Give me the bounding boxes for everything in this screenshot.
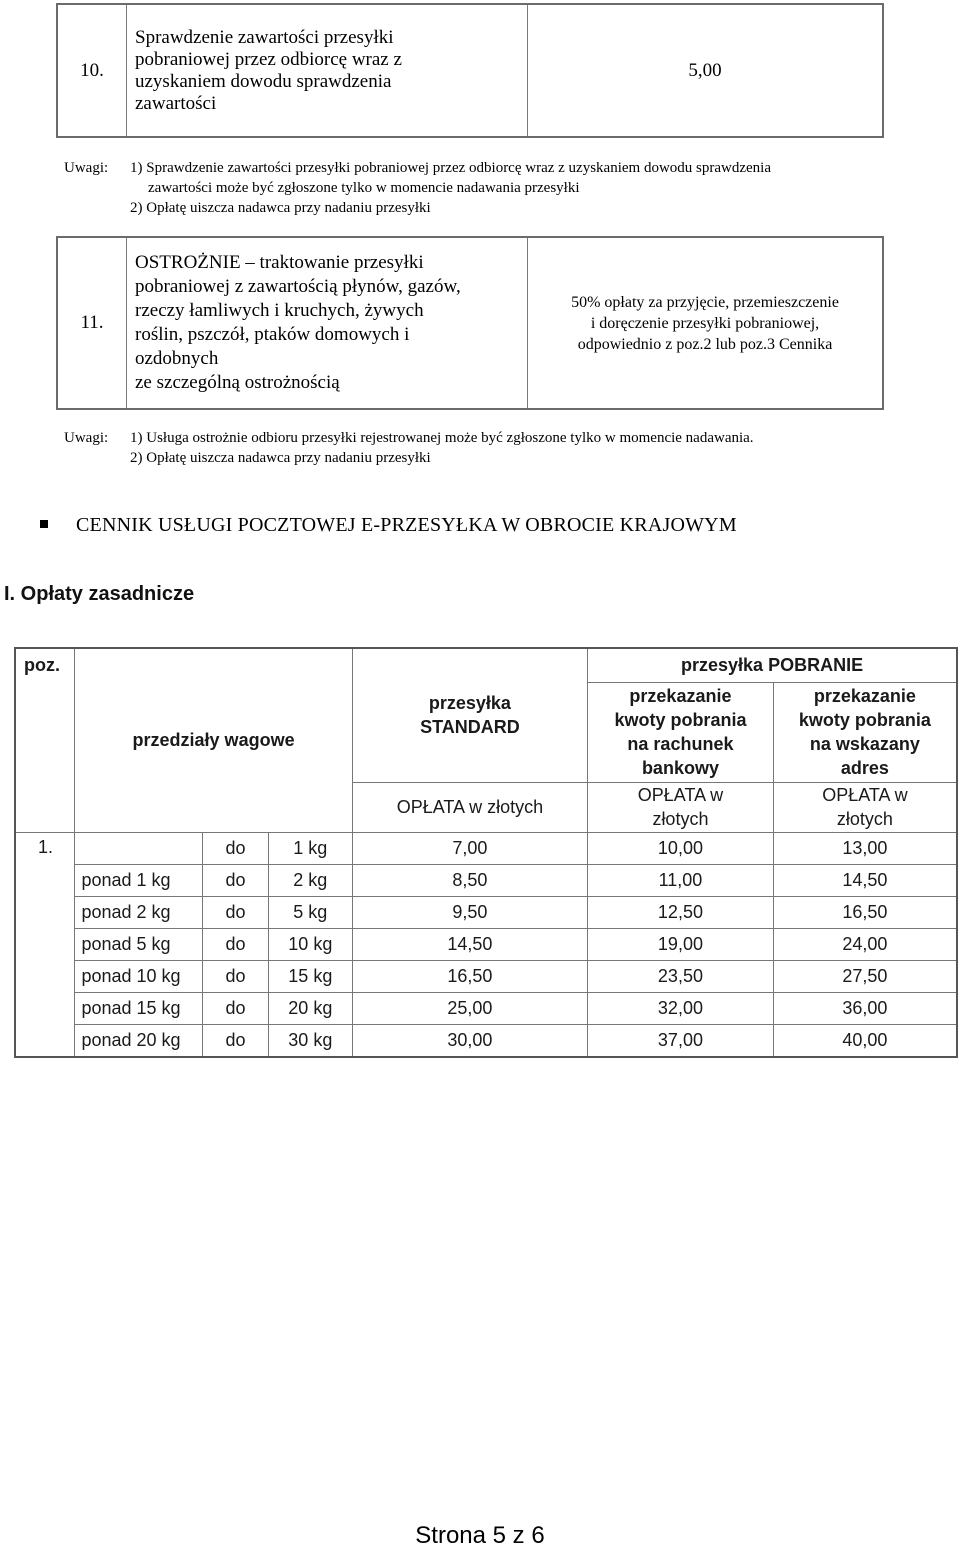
item-fee [528,237,884,409]
weight-header: przedziały wagowe [75,648,352,832]
bullet-icon [40,520,48,528]
fee-address: 40,00 [773,1024,957,1057]
weight-from: ponad 15 kg [75,992,203,1024]
table-row [15,896,957,928]
standard-header: przesyłka STANDARD [352,648,587,782]
weight-to: 10 kg [268,928,352,960]
fee-address: 14,50 [773,864,957,896]
notes-label: Uwagi: [64,160,109,176]
fee-standard: 16,50 [352,960,587,992]
note-line: 1) Usługa ostrożnie odbioru przesyłki rejestrowanej może być zgłoszone tylko w momencie nadawania. [130,430,754,446]
description-line: roślin, pszczół, ptaków domowych i [135,324,410,345]
table-row [15,864,957,896]
section-title: I. Opłaty zasadnicze [4,583,195,605]
pobranie-header: przesyłka POBRANIE [588,648,957,682]
fee-bank: 19,00 [588,928,774,960]
fee-bank-header: OPŁATA w złotych [588,782,774,832]
item-fee: 5,00 [528,4,884,137]
description-line: ze szczególną ostrożnością [135,372,340,393]
fee-bank: 32,00 [588,992,774,1024]
service-table-10 [56,3,884,138]
fee-standard: 25,00 [352,992,587,1024]
weight-to-word: do [203,928,269,960]
fee-bank: 10,00 [588,832,774,864]
fee-standard: 14,50 [352,928,587,960]
weight-to-word: do [203,896,269,928]
item-description [127,237,528,409]
weight-to: 15 kg [268,960,352,992]
poz-label: poz. [24,655,60,675]
fee-standard: 8,50 [352,864,587,896]
weight-from: ponad 20 kg [75,1024,203,1057]
item-number: 11. [57,237,127,409]
fee-address: 36,00 [773,992,957,1024]
weight-to: 2 kg [268,864,352,896]
weight-from: ponad 10 kg [75,960,203,992]
description-line: zawartości [135,92,217,114]
fee-bank: 12,50 [588,896,774,928]
note-line: 2) Opłatę uiszcza nadawca przy nadaniu przesyłki [130,200,431,216]
notes-label: Uwagi: [64,430,109,446]
fee-bank: 23,50 [588,960,774,992]
table-row [15,960,957,992]
description-line: pobraniowej przez odbiorcę wraz z [135,48,402,70]
fee-standard-header: OPŁATA w złotych [352,782,587,832]
fee-address: 16,50 [773,896,957,928]
weight-from: ponad 1 kg [75,864,203,896]
service-table-11 [56,236,884,410]
fee-standard: 7,00 [352,832,587,864]
fee-standard: 9,50 [352,896,587,928]
description-line: ozdobnych [135,348,219,369]
note-line: 1) Sprawdzenie zawartości przesyłki pobraniowej przez odbiorcę wraz z uzyskaniem dowodu sprawdzenia [130,160,771,176]
address-transfer-header: przekazanie kwoty pobrania na wskazany adres [773,682,957,782]
note-line: zawartości może być zgłoszone tylko w momencie nadawania przesyłki [148,180,580,196]
fee-address-header: OPŁATA w złotych [773,782,957,832]
weight-to: 5 kg [268,896,352,928]
page-number: Strona 5 z 6 [415,1522,545,1549]
price-list-heading: CENNIK USŁUGI POCZTOWEJ E-PRZESYŁKA W OBROCIE KRAJOWYM [76,514,737,536]
fee-bank: 11,00 [588,864,774,896]
fee-address: 24,00 [773,928,957,960]
item-number: 10. [57,4,127,137]
weight-to-word: do [203,1024,269,1057]
fee-line: odpowiednio z poz.2 lub poz.3 Cennika [577,335,833,353]
weight-to-word: do [203,832,269,864]
price-table [14,647,958,1058]
weight-from [75,832,203,864]
description-line: OSTROŻNIE – traktowanie przesyłki [135,252,424,273]
fee-address: 27,50 [773,960,957,992]
poz-header [15,648,75,832]
weight-from: ponad 5 kg [75,928,203,960]
bank-transfer-header: przekazanie kwoty pobrania na rachunek bankowy [588,682,774,782]
description-line: uzyskaniem dowodu sprawdzenia [135,70,392,92]
description-line: Sprawdzenie zawartości przesyłki [135,26,394,48]
weight-from: ponad 2 kg [75,896,203,928]
table-row [15,832,957,864]
weight-to: 20 kg [268,992,352,1024]
fee-address: 13,00 [773,832,957,864]
description-line: rzeczy łamliwych i kruchych, żywych [135,300,424,321]
notes-block [64,158,944,222]
table-row [15,928,957,960]
weight-to-word: do [203,992,269,1024]
table-row [15,1024,957,1057]
weight-to-word: do [203,864,269,896]
fee-line: 50% opłaty za przyjęcie, przemieszczenie [571,293,839,311]
note-line: 2) Opłatę uiszcza nadawca przy nadaniu przesyłki [130,450,431,466]
description-line: pobraniowej z zawartością płynów, gazów, [135,276,461,297]
position-number: 1. [15,832,75,1057]
table-row [15,992,957,1024]
weight-to: 30 kg [268,1024,352,1057]
fee-bank: 37,00 [588,1024,774,1057]
fee-line: i doręczenie przesyłki pobraniowej, [590,314,820,332]
item-description [127,4,528,137]
notes-block [64,428,944,472]
weight-to: 1 kg [268,832,352,864]
weight-to-word: do [203,960,269,992]
fee-standard: 30,00 [352,1024,587,1057]
